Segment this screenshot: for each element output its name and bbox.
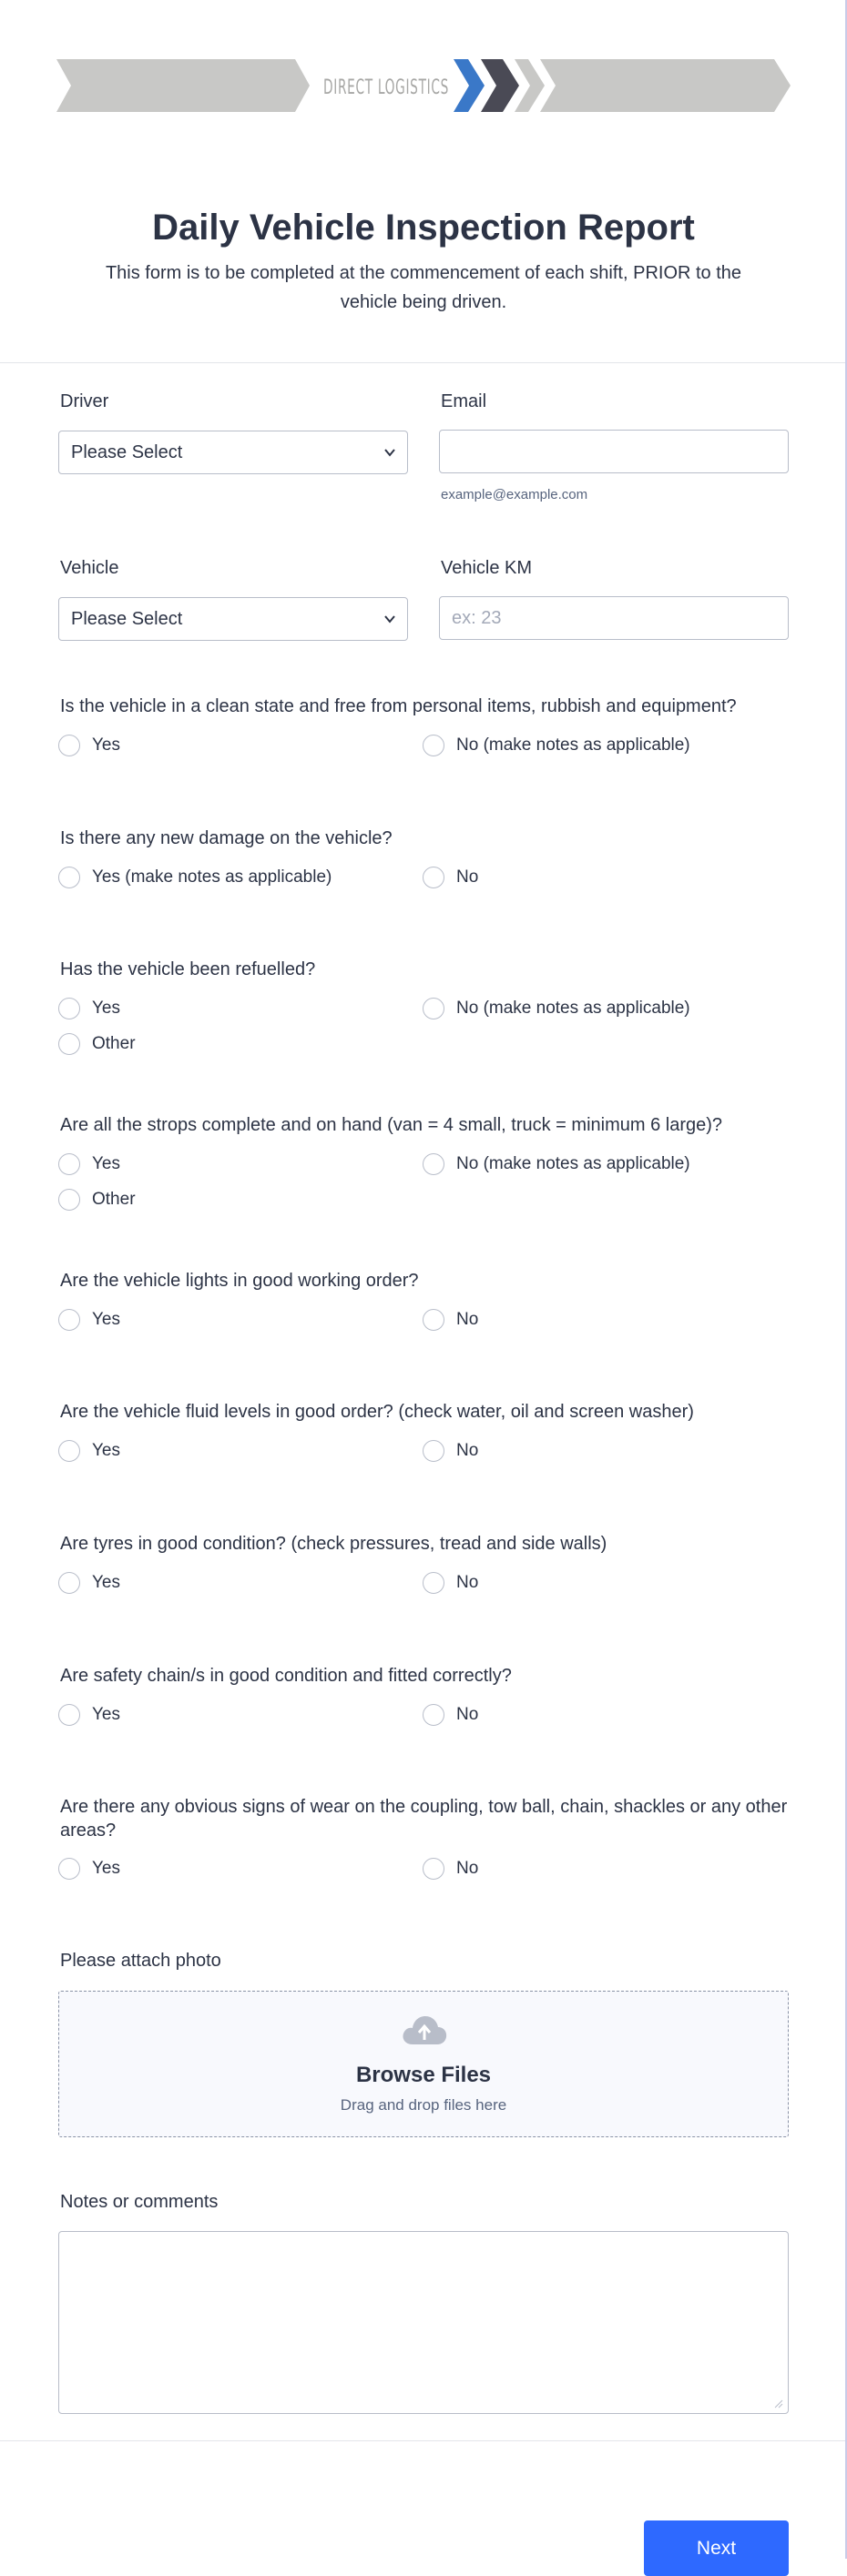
- radio-button[interactable]: [58, 867, 80, 888]
- radio-label: No: [456, 1705, 479, 1724]
- direct-logistics-logo: [56, 59, 791, 112]
- radio-label: Other: [92, 1034, 136, 1053]
- vehicle-km-placeholder: ex: 23: [452, 608, 502, 628]
- radio-option-no[interactable]: [423, 1702, 478, 1728]
- radio-button[interactable]: [58, 998, 80, 1019]
- radio-option-yes[interactable]: [58, 1438, 120, 1464]
- radio-option-no[interactable]: [423, 996, 690, 1021]
- radio-option-no[interactable]: [423, 1570, 478, 1596]
- question-strops: Are all the strops complete and on hand (van = 4 small, truck = minimum 6 large)?: [60, 1115, 723, 1135]
- vehicle-select-value: Please Select: [71, 609, 183, 629]
- radio-option-no[interactable]: [423, 1151, 690, 1177]
- radio-button[interactable]: [58, 1858, 80, 1880]
- driver-select[interactable]: [58, 431, 408, 474]
- driver-label: Driver: [60, 391, 109, 411]
- email-sublabel: example@example.com: [441, 487, 588, 502]
- radio-label: Other: [92, 1190, 136, 1209]
- radio-button[interactable]: [58, 1309, 80, 1331]
- radio-button[interactable]: [58, 1572, 80, 1594]
- radio-option-no[interactable]: [423, 1307, 478, 1333]
- radio-button[interactable]: [58, 1153, 80, 1175]
- page-title: Daily Vehicle Inspection Report: [152, 208, 695, 248]
- radio-button[interactable]: [58, 1704, 80, 1726]
- radio-option-yes[interactable]: [58, 1856, 120, 1881]
- radio-option-yes[interactable]: [58, 1151, 120, 1177]
- radio-button[interactable]: [423, 1572, 444, 1594]
- radio-label: No: [456, 1573, 479, 1592]
- radio-option-yes[interactable]: [58, 996, 120, 1021]
- drag-drop-hint: Drag and drop files here: [340, 2096, 507, 2114]
- header-divider: [0, 362, 845, 363]
- vehicle-km-field[interactable]: [439, 596, 789, 640]
- next-button[interactable]: Next: [644, 2520, 789, 2576]
- driver-select-value: Please Select: [71, 442, 183, 462]
- radio-button[interactable]: [423, 1704, 444, 1726]
- radio-label: Yes: [92, 1705, 120, 1724]
- email-label: Email: [441, 391, 487, 411]
- radio-label: Yes (make notes as applicable): [92, 867, 332, 887]
- notes-label: Notes or comments: [60, 2192, 219, 2212]
- footer-divider: [0, 2440, 845, 2441]
- radio-option-other[interactable]: [58, 1187, 136, 1212]
- radio-button[interactable]: [58, 1189, 80, 1211]
- radio-label: Yes: [92, 1154, 120, 1173]
- radio-option-yes[interactable]: [58, 1570, 120, 1596]
- question-new-damage: Is there any new damage on the vehicle?: [60, 828, 393, 848]
- radio-button[interactable]: [423, 1440, 444, 1462]
- radio-button[interactable]: [58, 1033, 80, 1055]
- radio-label: Yes: [92, 735, 120, 755]
- page-subtitle: This form is to be completed at the commencement of each shift, PRIOR to the vehicle being driven.: [105, 263, 742, 312]
- question-safety-chains: Are safety chain/s in good condition and fitted correctly?: [60, 1666, 512, 1686]
- cloud-upload-icon: [401, 2014, 448, 2047]
- radio-button[interactable]: [423, 1153, 444, 1175]
- question-refuelled: Has the vehicle been refuelled?: [60, 959, 316, 979]
- radio-label: Yes: [92, 1859, 120, 1878]
- file-upload-dropzone[interactable]: [58, 1991, 789, 2137]
- question-clean-state: Is the vehicle in a clean state and free from personal items, rubbish and equipment?: [60, 696, 737, 716]
- photo-upload-label: Please attach photo: [60, 1951, 221, 1971]
- browse-files-button[interactable]: Browse Files: [355, 2063, 492, 2087]
- radio-label: No: [456, 1441, 479, 1460]
- radio-option-no[interactable]: [423, 1856, 478, 1881]
- radio-option-yes[interactable]: [58, 865, 332, 890]
- radio-label: No: [456, 1859, 479, 1878]
- notes-textarea[interactable]: [58, 2231, 789, 2414]
- question-lights: Are the vehicle lights in good working order?: [60, 1271, 419, 1291]
- radio-button[interactable]: [423, 998, 444, 1019]
- radio-option-other[interactable]: [58, 1031, 136, 1057]
- radio-option-no[interactable]: [423, 1438, 478, 1464]
- svg-text:DIRECT LOGISTICS: DIRECT LOGISTICS: [323, 76, 449, 99]
- radio-button[interactable]: [423, 1309, 444, 1331]
- radio-button[interactable]: [423, 735, 444, 756]
- radio-label: No: [456, 867, 479, 887]
- question-fluid-levels: Are the vehicle fluid levels in good order? (check water, oil and screen washer): [60, 1402, 694, 1422]
- radio-label: No (make notes as applicable): [456, 999, 690, 1018]
- vehicle-select[interactable]: [58, 597, 408, 641]
- chevron-down-icon: [383, 446, 396, 459]
- radio-label: Yes: [92, 999, 120, 1018]
- radio-label: Yes: [92, 1441, 120, 1460]
- vehicle-label: Vehicle: [60, 558, 119, 578]
- radio-label: Yes: [92, 1310, 120, 1329]
- radio-label: Yes: [92, 1573, 120, 1592]
- radio-button[interactable]: [58, 735, 80, 756]
- radio-option-no[interactable]: [423, 865, 478, 890]
- radio-option-yes[interactable]: [58, 733, 120, 758]
- radio-label: No (make notes as applicable): [456, 1154, 690, 1173]
- radio-button[interactable]: [423, 1858, 444, 1880]
- question-tyres: Are tyres in good condition? (check pressures, tread and side walls): [60, 1534, 607, 1554]
- email-field[interactable]: [439, 430, 789, 473]
- vehicle-km-label: Vehicle KM: [441, 558, 533, 578]
- radio-option-yes[interactable]: [58, 1307, 120, 1333]
- radio-button[interactable]: [58, 1440, 80, 1462]
- radio-label: No: [456, 1310, 479, 1329]
- radio-option-no[interactable]: [423, 733, 690, 758]
- radio-button[interactable]: [423, 867, 444, 888]
- radio-label: No (make notes as applicable): [456, 735, 690, 755]
- radio-option-yes[interactable]: [58, 1702, 120, 1728]
- question-wear-signs: Are there any obvious signs of wear on the coupling, tow ball, chain, shackles or any other areas?: [60, 1797, 788, 1841]
- chevron-down-icon: [383, 613, 396, 625]
- resize-grip-icon[interactable]: [774, 2399, 783, 2409]
